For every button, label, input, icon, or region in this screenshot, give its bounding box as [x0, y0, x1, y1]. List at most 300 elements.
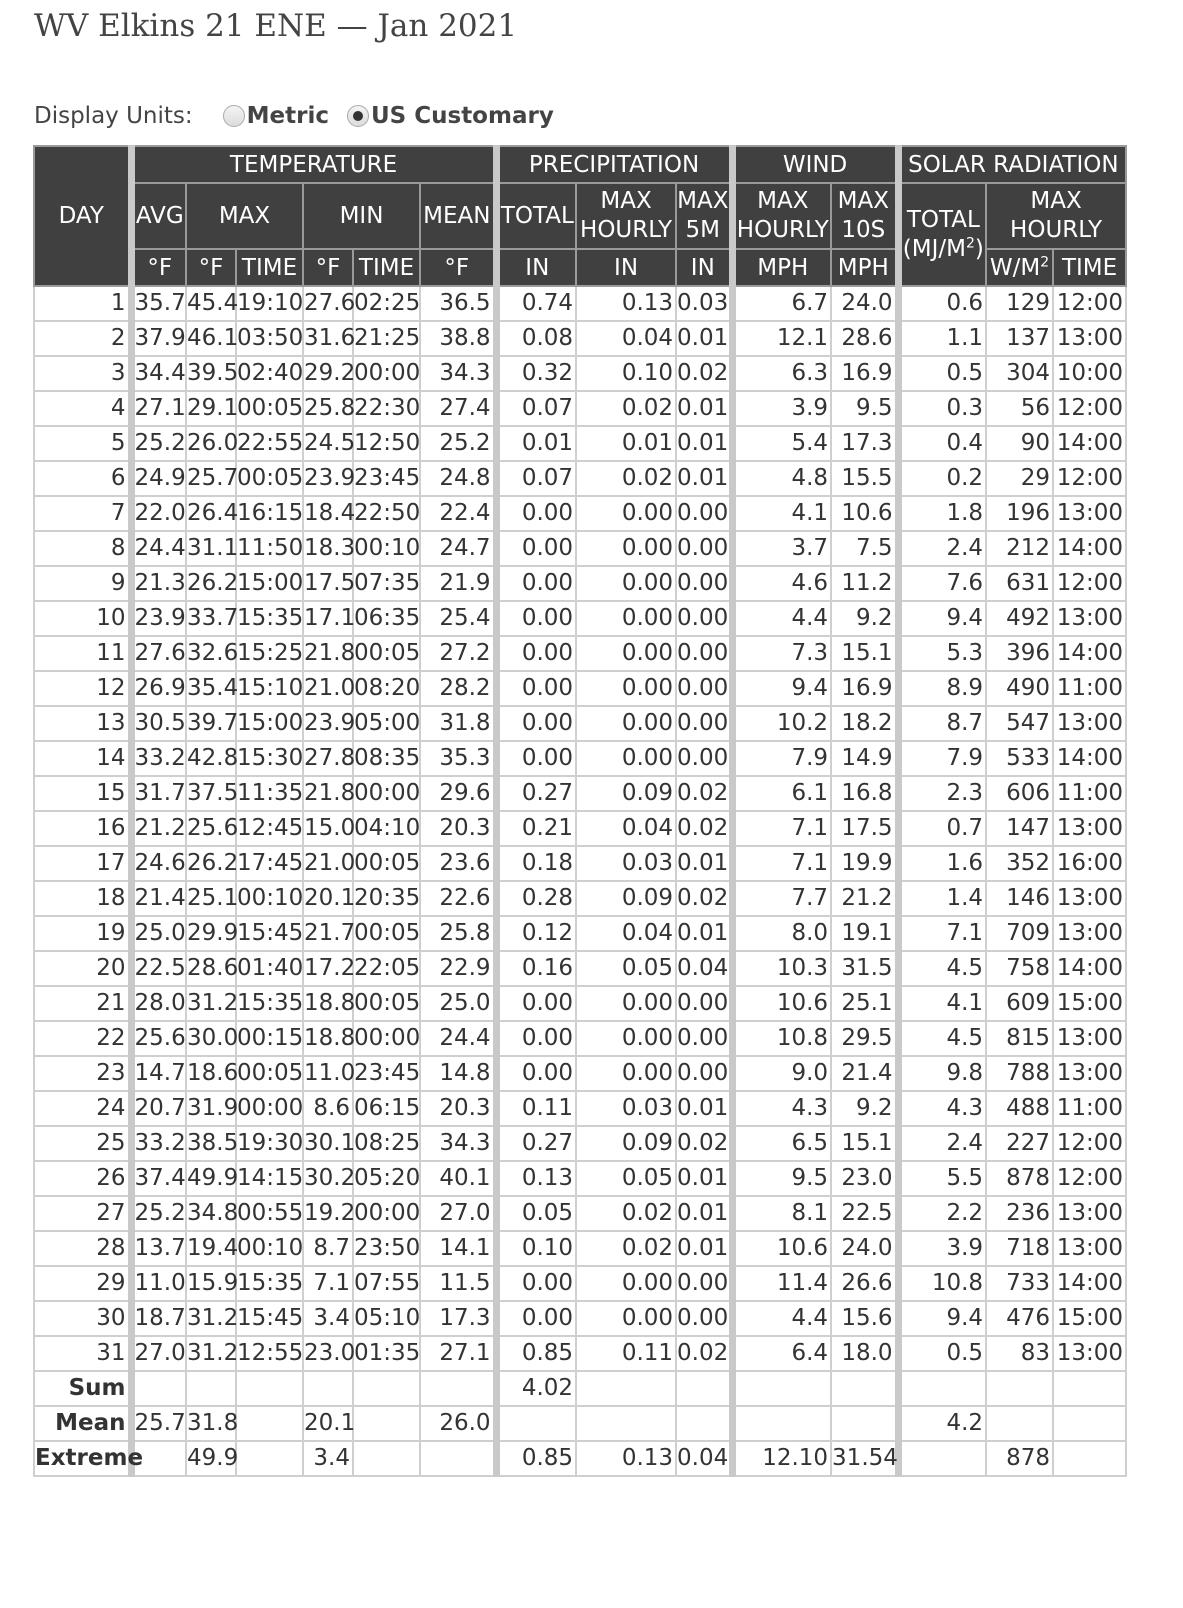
cell-day: 4: [34, 391, 131, 426]
cell-solar-max-time: 13:00: [1053, 1021, 1126, 1056]
cell-wind-max-hourly: [732, 1371, 831, 1406]
cell-precip-max-hourly: 0.02: [576, 1231, 676, 1266]
unit-temp-mean: °F: [420, 249, 496, 286]
cell-solar-total: 9.4: [898, 1301, 986, 1336]
cell-solar-total: 7.1: [898, 916, 986, 951]
cell-temp-mean: 14.1: [420, 1231, 496, 1266]
cell-temp-min-time: 05:00: [353, 706, 420, 741]
cell-wind-max-10s: 17.3: [831, 426, 898, 461]
cell-temp-mean: 24.8: [420, 461, 496, 496]
cell-wind-max-10s: 29.5: [831, 1021, 898, 1056]
cell-temp-min-time: [353, 1371, 420, 1406]
cell-day: 25: [34, 1126, 131, 1161]
cell-wind-max-hourly: 10.3: [732, 951, 831, 986]
cell-temp-avg: 23.9: [131, 601, 186, 636]
cell-precip-max-5m: 0.01: [676, 426, 732, 461]
cell-precip-max-hourly: 0.03: [576, 846, 676, 881]
cell-wind-max-10s: 11.2: [831, 566, 898, 601]
cell-solar-max-time: 12:00: [1053, 286, 1126, 321]
cell-temp-max-time: 01:40: [236, 951, 303, 986]
unit-precip-max-hourly: IN: [576, 249, 676, 286]
summary-row: [34, 1371, 1126, 1406]
cell-solar-total: 0.3: [898, 391, 986, 426]
cell-precip-max-5m: 0.00: [676, 1056, 732, 1091]
cell-temp-min-time: 00:05: [353, 986, 420, 1021]
cell-precip-total: 0.27: [496, 776, 576, 811]
cell-temp-min-time: 22:50: [353, 496, 420, 531]
cell-solar-max-hourly: [986, 1406, 1053, 1441]
cell-day: 27: [34, 1196, 131, 1231]
cell-wind-max-hourly: 4.4: [732, 1301, 831, 1336]
cell-temp-min: 15.0: [303, 811, 353, 846]
cell-temp-avg: 28.0: [131, 986, 186, 1021]
cell-solar-total: 0.6: [898, 286, 986, 321]
cell-solar-total: [898, 1371, 986, 1406]
cell-temp-avg: 37.9: [131, 321, 186, 356]
cell-temp-avg: 33.2: [131, 741, 186, 776]
cell-day: 14: [34, 741, 131, 776]
cell-solar-total: 0.5: [898, 356, 986, 391]
us-customary-radio-button[interactable]: [347, 105, 369, 127]
cell-precip-total: 0.07: [496, 391, 576, 426]
unit-solar-max-time: TIME: [1053, 249, 1126, 286]
cell-solar-max-hourly: 212: [986, 531, 1053, 566]
cell-temp-avg: 25.6: [131, 1021, 186, 1056]
cell-solar-total: 0.7: [898, 811, 986, 846]
cell-temp-max-time: 11:35: [236, 776, 303, 811]
cell-precip-total: 0.28: [496, 881, 576, 916]
cell-temp-mean: 35.3: [420, 741, 496, 776]
cell-temp-min-time: [353, 1441, 420, 1476]
cell-solar-max-hourly: 718: [986, 1231, 1053, 1266]
cell-solar-max-hourly: 533: [986, 741, 1053, 776]
cell-solar-total: 4.2: [898, 1406, 986, 1441]
summary-row: [34, 1441, 1126, 1476]
cell-temp-max: 28.6: [186, 951, 236, 986]
cell-temp-mean: 36.5: [420, 286, 496, 321]
table-row: [34, 566, 1126, 601]
cell-precip-total: 0.00: [496, 1266, 576, 1301]
cell-precip-max-5m: 0.01: [676, 1091, 732, 1126]
table-row: [34, 811, 1126, 846]
cell-precip-max-5m: 0.01: [676, 1196, 732, 1231]
cell-day: Extreme: [34, 1441, 131, 1476]
cell-wind-max-10s: 10.6: [831, 496, 898, 531]
cell-solar-total: 1.6: [898, 846, 986, 881]
cell-solar-total: 0.2: [898, 461, 986, 496]
metric-radio-option[interactable]: [223, 103, 329, 129]
cell-temp-mean: 14.8: [420, 1056, 496, 1091]
cell-solar-max-time: 11:00: [1053, 671, 1126, 706]
cell-temp-mean: 31.8: [420, 706, 496, 741]
cell-temp-avg: 24.6: [131, 846, 186, 881]
cell-wind-max-10s: 21.4: [831, 1056, 898, 1091]
cell-solar-max-time: 14:00: [1053, 1266, 1126, 1301]
cell-wind-max-hourly: 5.4: [732, 426, 831, 461]
cell-precip-max-hourly: 0.00: [576, 1056, 676, 1091]
cell-temp-min: 17.5: [303, 566, 353, 601]
cell-solar-max-hourly: 56: [986, 391, 1053, 426]
cell-temp-avg: 37.4: [131, 1161, 186, 1196]
cell-precip-total: 0.07: [496, 461, 576, 496]
cell-precip-max-5m: [676, 1371, 732, 1406]
cell-solar-total: 9.8: [898, 1056, 986, 1091]
unit-wind-max-hourly: MPH: [732, 249, 831, 286]
cell-precip-max-hourly: 0.09: [576, 881, 676, 916]
cell-wind-max-10s: 25.1: [831, 986, 898, 1021]
us-customary-radio-option[interactable]: [347, 103, 554, 129]
cell-precip-max-hourly: 0.11: [576, 1336, 676, 1371]
daily-rows: [34, 286, 1126, 1476]
cell-solar-max-hourly: 304: [986, 356, 1053, 391]
cell-solar-max-hourly: 492: [986, 601, 1053, 636]
cell-temp-min-time: 00:00: [353, 1021, 420, 1056]
cell-temp-mean: [420, 1441, 496, 1476]
cell-temp-mean: 22.4: [420, 496, 496, 531]
cell-temp-max: 25.7: [186, 461, 236, 496]
cell-day: 12: [34, 671, 131, 706]
cell-precip-max-5m: 0.02: [676, 1336, 732, 1371]
cell-temp-min-time: 05:10: [353, 1301, 420, 1336]
cell-temp-max-time: [236, 1371, 303, 1406]
cell-temp-mean: 29.6: [420, 776, 496, 811]
table-row: [34, 986, 1126, 1021]
cell-wind-max-10s: 7.5: [831, 531, 898, 566]
cell-solar-total: 4.5: [898, 1021, 986, 1056]
cell-temp-max: 45.4: [186, 286, 236, 321]
cell-precip-max-5m: 0.00: [676, 531, 732, 566]
cell-wind-max-hourly: 10.2: [732, 706, 831, 741]
cell-wind-max-hourly: 4.6: [732, 566, 831, 601]
cell-day: 19: [34, 916, 131, 951]
cell-day: 17: [34, 846, 131, 881]
unit-wind-max-10s: MPH: [831, 249, 898, 286]
cell-wind-max-10s: 9.2: [831, 601, 898, 636]
cell-temp-avg: 27.0: [131, 1336, 186, 1371]
cell-solar-total: 9.4: [898, 601, 986, 636]
cell-temp-min: [303, 1371, 353, 1406]
cell-solar-max-time: 13:00: [1053, 1231, 1126, 1266]
cell-precip-max-5m: 0.01: [676, 461, 732, 496]
cell-day: 10: [34, 601, 131, 636]
cell-temp-max-time: 03:50: [236, 321, 303, 356]
header-precip-max-5m: MAX 5M: [676, 183, 732, 249]
us-customary-label: US Customary: [371, 103, 554, 129]
table-row: [34, 881, 1126, 916]
cell-wind-max-hourly: 7.9: [732, 741, 831, 776]
cell-temp-min-time: 23:45: [353, 461, 420, 496]
cell-wind-max-hourly: 6.3: [732, 356, 831, 391]
cell-temp-max-time: 15:00: [236, 566, 303, 601]
cell-solar-max-hourly: 352: [986, 846, 1053, 881]
metric-radio-button[interactable]: [223, 105, 245, 127]
cell-solar-max-time: 12:00: [1053, 461, 1126, 496]
cell-temp-max-time: 02:40: [236, 356, 303, 391]
cell-temp-min-time: 04:10: [353, 811, 420, 846]
cell-solar-max-time: 14:00: [1053, 636, 1126, 671]
cell-solar-total: 4.1: [898, 986, 986, 1021]
cell-precip-max-hourly: 0.05: [576, 1161, 676, 1196]
cell-temp-mean: 25.4: [420, 601, 496, 636]
cell-solar-max-time: 13:00: [1053, 321, 1126, 356]
cell-wind-max-10s: 31.5: [831, 951, 898, 986]
cell-precip-max-hourly: 0.00: [576, 636, 676, 671]
cell-temp-min: 30.1: [303, 1126, 353, 1161]
cell-wind-max-10s: 18.0: [831, 1336, 898, 1371]
cell-precip-total: 0.18: [496, 846, 576, 881]
cell-precip-max-5m: 0.00: [676, 986, 732, 1021]
cell-temp-max-time: 14:15: [236, 1161, 303, 1196]
cell-precip-max-hourly: 0.00: [576, 1266, 676, 1301]
cell-precip-total: 0.85: [496, 1441, 576, 1476]
table-row: [34, 426, 1126, 461]
table-row: [34, 601, 1126, 636]
cell-temp-min-time: [353, 1406, 420, 1441]
cell-temp-mean: [420, 1371, 496, 1406]
cell-temp-min-time: 00:00: [353, 776, 420, 811]
cell-precip-total: 0.00: [496, 671, 576, 706]
cell-precip-total: 0.00: [496, 636, 576, 671]
cell-wind-max-10s: [831, 1371, 898, 1406]
cell-wind-max-hourly: 4.4: [732, 601, 831, 636]
cell-wind-max-hourly: 7.1: [732, 811, 831, 846]
cell-solar-max-time: 14:00: [1053, 741, 1126, 776]
cell-precip-total: 0.32: [496, 356, 576, 391]
cell-precip-max-5m: 0.00: [676, 1266, 732, 1301]
cell-temp-avg: 27.6: [131, 636, 186, 671]
cell-temp-mean: 28.2: [420, 671, 496, 706]
cell-temp-max: 39.7: [186, 706, 236, 741]
cell-temp-mean: 20.3: [420, 811, 496, 846]
table-row: [34, 1231, 1126, 1266]
cell-precip-max-hourly: 0.01: [576, 426, 676, 461]
cell-temp-mean: 20.3: [420, 1091, 496, 1126]
cell-temp-min: 30.2: [303, 1161, 353, 1196]
cell-temp-min: 20.1: [303, 1406, 353, 1441]
header-solar-max-hourly: MAX HOURLY: [986, 183, 1126, 249]
cell-day: 3: [34, 356, 131, 391]
table-row: [34, 1161, 1126, 1196]
cell-temp-min-time: 08:20: [353, 671, 420, 706]
cell-precip-max-5m: 0.04: [676, 1441, 732, 1476]
cell-temp-avg: 25.2: [131, 426, 186, 461]
header-temperature: TEMPERATURE: [131, 146, 496, 183]
cell-precip-max-5m: 0.01: [676, 391, 732, 426]
cell-solar-total: [898, 1441, 986, 1476]
cell-temp-max-time: 15:30: [236, 741, 303, 776]
cell-temp-mean: 24.7: [420, 531, 496, 566]
cell-temp-min: 8.7: [303, 1231, 353, 1266]
cell-temp-avg: 22.0: [131, 496, 186, 531]
cell-temp-max-time: 11:50: [236, 531, 303, 566]
table-row: [34, 461, 1126, 496]
header-precip-max-hourly: MAX HOURLY: [576, 183, 676, 249]
cell-solar-max-hourly: 196: [986, 496, 1053, 531]
summary-row: [34, 1406, 1126, 1441]
cell-wind-max-10s: 24.0: [831, 1231, 898, 1266]
cell-solar-max-hourly: 609: [986, 986, 1053, 1021]
cell-day: 9: [34, 566, 131, 601]
cell-precip-total: 4.02: [496, 1371, 576, 1406]
cell-day: 29: [34, 1266, 131, 1301]
cell-solar-max-time: 13:00: [1053, 601, 1126, 636]
cell-temp-min-time: 00:05: [353, 636, 420, 671]
cell-wind-max-10s: 9.5: [831, 391, 898, 426]
cell-day: 5: [34, 426, 131, 461]
cell-temp-min: 11.0: [303, 1056, 353, 1091]
cell-solar-max-time: 14:00: [1053, 531, 1126, 566]
cell-solar-max-hourly: 488: [986, 1091, 1053, 1126]
cell-solar-total: 8.9: [898, 671, 986, 706]
cell-temp-min-time: 00:10: [353, 531, 420, 566]
cell-temp-min-time: 05:20: [353, 1161, 420, 1196]
cell-precip-max-hourly: 0.00: [576, 566, 676, 601]
cell-temp-mean: 25.0: [420, 986, 496, 1021]
cell-solar-max-time: 11:00: [1053, 1091, 1126, 1126]
cell-solar-total: 1.4: [898, 881, 986, 916]
cell-wind-max-10s: [831, 1406, 898, 1441]
cell-temp-min-time: 06:15: [353, 1091, 420, 1126]
cell-temp-avg: 24.9: [131, 461, 186, 496]
cell-day: 1: [34, 286, 131, 321]
cell-solar-max-hourly: 396: [986, 636, 1053, 671]
cell-solar-max-time: 14:00: [1053, 426, 1126, 461]
cell-temp-mean: 34.3: [420, 356, 496, 391]
cell-wind-max-hourly: 7.3: [732, 636, 831, 671]
unit-temp-max-time: TIME: [236, 249, 303, 286]
cell-precip-total: 0.00: [496, 1301, 576, 1336]
cell-temp-min: 7.1: [303, 1266, 353, 1301]
cell-wind-max-hourly: 9.5: [732, 1161, 831, 1196]
cell-temp-avg: 18.7: [131, 1301, 186, 1336]
cell-wind-max-hourly: 4.3: [732, 1091, 831, 1126]
cell-temp-mean: 40.1: [420, 1161, 496, 1196]
cell-temp-max-time: 00:10: [236, 881, 303, 916]
cell-precip-total: 0.00: [496, 706, 576, 741]
cell-wind-max-10s: 16.9: [831, 356, 898, 391]
cell-wind-max-10s: 21.2: [831, 881, 898, 916]
cell-temp-avg: 22.5: [131, 951, 186, 986]
cell-temp-max-time: 15:45: [236, 1301, 303, 1336]
cell-precip-max-5m: 0.00: [676, 671, 732, 706]
cell-precip-total: 0.16: [496, 951, 576, 986]
cell-temp-mean: 24.4: [420, 1021, 496, 1056]
cell-temp-max: 29.9: [186, 916, 236, 951]
header-temp-max: MAX: [186, 183, 303, 249]
cell-precip-max-5m: [676, 1406, 732, 1441]
header-precip-total: TOTAL: [496, 183, 576, 249]
cell-temp-max-time: 17:45: [236, 846, 303, 881]
cell-precip-max-5m: 0.01: [676, 321, 732, 356]
cell-solar-max-time: 10:00: [1053, 356, 1126, 391]
cell-solar-max-time: 13:00: [1053, 811, 1126, 846]
unit-temp-max: °F: [186, 249, 236, 286]
cell-temp-min-time: 08:35: [353, 741, 420, 776]
header-temp-min: MIN: [303, 183, 420, 249]
cell-solar-total: 0.4: [898, 426, 986, 461]
table-row: [34, 951, 1126, 986]
cell-solar-max-hourly: 476: [986, 1301, 1053, 1336]
cell-precip-total: 0.85: [496, 1336, 576, 1371]
cell-precip-total: 0.00: [496, 741, 576, 776]
cell-day: 24: [34, 1091, 131, 1126]
cell-temp-min-time: 21:25: [353, 321, 420, 356]
table-row: [34, 776, 1126, 811]
cell-temp-min: 18.8: [303, 1021, 353, 1056]
cell-wind-max-hourly: 6.4: [732, 1336, 831, 1371]
cell-precip-max-hourly: 0.09: [576, 776, 676, 811]
cell-solar-max-hourly: 631: [986, 566, 1053, 601]
cell-temp-min-time: 07:35: [353, 566, 420, 601]
cell-solar-total: 7.9: [898, 741, 986, 776]
cell-temp-max: 25.6: [186, 811, 236, 846]
cell-wind-max-hourly: 6.1: [732, 776, 831, 811]
cell-solar-total: 1.1: [898, 321, 986, 356]
cell-precip-max-5m: 0.02: [676, 356, 732, 391]
cell-solar-total: 5.3: [898, 636, 986, 671]
header-temp-mean: MEAN: [420, 183, 496, 249]
cell-solar-total: 8.7: [898, 706, 986, 741]
table-row: [34, 356, 1126, 391]
cell-temp-max: 31.8: [186, 1406, 236, 1441]
cell-solar-total: 7.6: [898, 566, 986, 601]
cell-solar-total: 5.5: [898, 1161, 986, 1196]
cell-precip-max-5m: 0.01: [676, 1231, 732, 1266]
cell-temp-max: 26.0: [186, 426, 236, 461]
cell-day: 8: [34, 531, 131, 566]
cell-solar-total: 2.3: [898, 776, 986, 811]
cell-precip-max-5m: 0.00: [676, 566, 732, 601]
table-row: [34, 636, 1126, 671]
cell-temp-avg: [131, 1371, 186, 1406]
cell-solar-max-hourly: 733: [986, 1266, 1053, 1301]
cell-day: Mean: [34, 1406, 131, 1441]
cell-solar-total: 2.4: [898, 1126, 986, 1161]
header-solar-total: TOTAL $(MJ/M^2)$: [898, 183, 986, 286]
cell-temp-avg: 30.5: [131, 706, 186, 741]
cell-temp-mean: 21.9: [420, 566, 496, 601]
cell-wind-max-hourly: 10.6: [732, 986, 831, 1021]
table-row: [34, 741, 1126, 776]
cell-wind-max-hourly: 7.1: [732, 846, 831, 881]
cell-temp-min-time: 02:25: [353, 286, 420, 321]
cell-solar-max-time: [1053, 1371, 1126, 1406]
cell-solar-max-hourly: 758: [986, 951, 1053, 986]
header-precipitation: PRECIPITATION: [496, 146, 732, 183]
unit-precip-max-5m: IN: [676, 249, 732, 286]
cell-wind-max-hourly: 10.6: [732, 1231, 831, 1266]
cell-temp-max-time: 00:15: [236, 1021, 303, 1056]
cell-temp-max-time: 00:10: [236, 1231, 303, 1266]
cell-precip-max-5m: 0.02: [676, 811, 732, 846]
cell-solar-total: 2.2: [898, 1196, 986, 1231]
cell-wind-max-hourly: 12.1: [732, 321, 831, 356]
cell-temp-avg: 21.4: [131, 881, 186, 916]
cell-day: 23: [34, 1056, 131, 1091]
cell-day: 16: [34, 811, 131, 846]
cell-temp-max: 37.5: [186, 776, 236, 811]
cell-solar-max-time: 15:00: [1053, 986, 1126, 1021]
cell-precip-max-hourly: 0.02: [576, 1196, 676, 1231]
cell-solar-max-time: 12:00: [1053, 1161, 1126, 1196]
page-title: WV Elkins 21 ENE — Jan 2021: [34, 8, 518, 44]
cell-solar-max-time: 11:00: [1053, 776, 1126, 811]
cell-precip-max-5m: 0.04: [676, 951, 732, 986]
cell-precip-max-hourly: 0.10: [576, 356, 676, 391]
cell-temp-max: 42.8: [186, 741, 236, 776]
cell-precip-total: 0.00: [496, 566, 576, 601]
cell-day: 6: [34, 461, 131, 496]
